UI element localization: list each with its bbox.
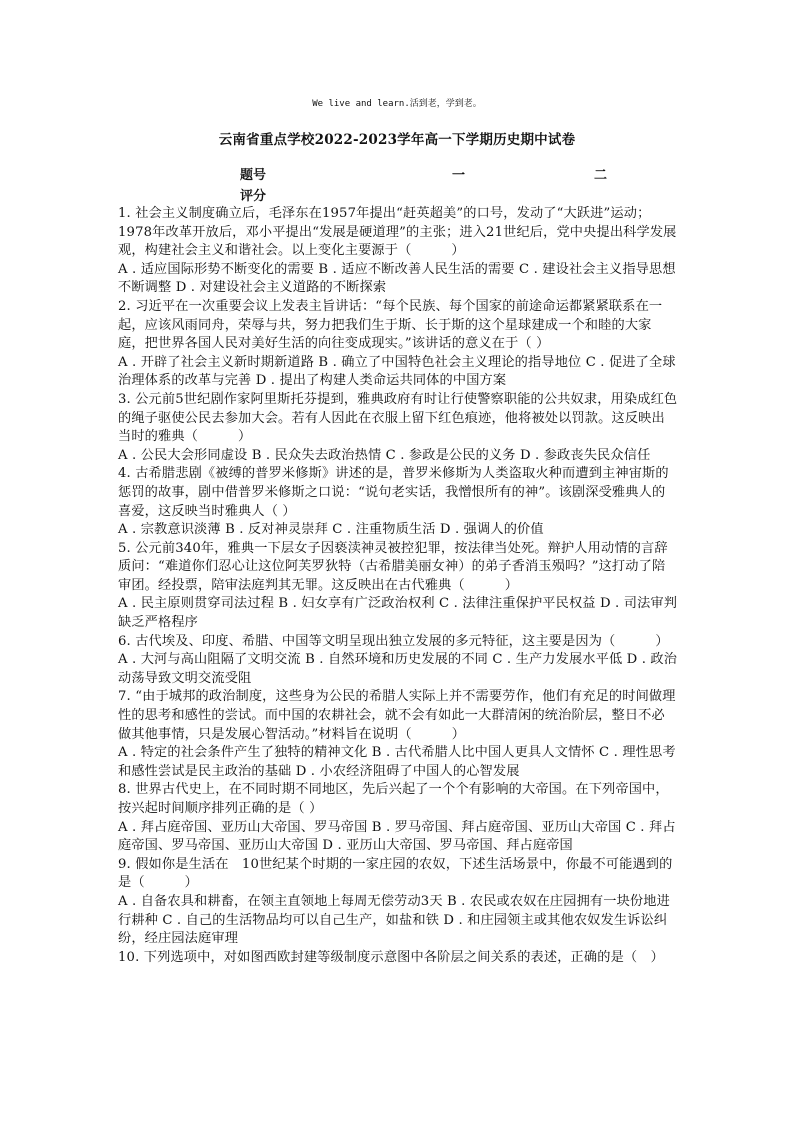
question-10: [118, 949, 678, 968]
header-motto: We live and learn.活到老，学到老。: [312, 99, 482, 109]
question-6: [118, 633, 678, 689]
question-options: A . 拜占庭帝国、亚历山大帝国、罗马帝国 B . 罗马帝国、拜占庭帝国、亚历山大帝国 C . 拜占庭帝国、罗马帝国、亚历山大帝国 D . 亚历山大帝国、罗马帝国、拜占庭帝国: [118, 819, 676, 854]
score-label: 评分: [240, 189, 267, 204]
question-options: A . 民主原则贯穿司法过程 B . 妇女享有广泛政治权利 C . 法律注重保护平民权益 D . 司法审判缺乏严格程序: [118, 596, 678, 631]
question-options: A . 特定的社会条件产生了独特的精神文化 B . 古代希腊人比中国人更具人文情怀 C . 理性思考和感性尝试是民主政治的基础 D . 小农经济阻碍了中国人的心智发展: [118, 745, 676, 779]
question-stem: 4. 古希腊悲剧《被缚的普罗米修斯》讲述的是，普罗米修斯为人类盗取火种而遭到主神宙斯的惩罚的故事，剧中借普罗米修斯之口说：“说句老实话，我憎恨所有的神”。该剧深受雅典人的喜爱，这反映当时雅典人（ ）: [118, 466, 669, 519]
score-header-row: [240, 164, 660, 185]
question-5: [118, 540, 678, 633]
question-stem: 3. 公元前5世纪剧作家阿里斯托芬提到，雅典政府有时让行使警察职能的公共奴隶，用染成红色的绳子驱使公民去参加大会。若有人因此在衣服上留下红色痕迹，他将被处以罚款。这反映出当时的雅典（ ）: [118, 391, 678, 445]
question-stem: 2. 习近平在一次重要会议上发表主旨讲话：“每个民族、每个国家的前途命运都紧紧联系在一起，应该风雨同舟，荣辱与共，努力把我们生于斯、长于斯的这个星球建成一个和睦的大家庭，把世界各国人民对美好生活的向往变成现实。”该讲话的意义在于（ ）: [118, 298, 663, 352]
section-two-label: 二: [594, 168, 608, 183]
question-stem: 6. 古代埃及、印度、希腊、中国等文明呈现出独立发展的多元特征，这主要是因为（ ）: [118, 633, 669, 649]
question-4: [118, 465, 678, 539]
page-title: 云南省重点学校2022-2023学年高一下学期历史期中试卷: [218, 132, 576, 148]
question-stem: 8. 世界古代史上，在不同时期不同地区，先后兴起了一个个有影响的大帝国。在下列帝国中，按兴起时间顺序排列正确的是（ ）: [118, 782, 669, 816]
question-3: [118, 391, 678, 465]
question-options: A . 适应国际形势不断变化的需要 B . 适应不断改善人民生活的需要 C . 建设社会主义指导思想不断调整 D . 对建设社会主义道路的不断探索: [118, 261, 676, 296]
question-8: [118, 781, 678, 855]
question-options: A . 自备农具和耕畜，在领主直领地上每周无偿劳动3天 B . 农民或农奴在庄园拥有一块份地进行耕种 C . 自己的生活物品均可以自己生产，如盐和铁 D . 和庄园领主或其他农奴发生诉讼纠纷，经庄园法庭审理: [118, 893, 670, 947]
question-number-label: 题号: [240, 168, 267, 183]
score-table: [240, 164, 660, 206]
question-stem: 10. 下列选项中，对如图西欧封建等级制度示意图中各阶层之间关系的表述，正确的是（ ）: [118, 949, 664, 965]
question-options: A . 公民大会形同虚设 B . 民众失去政治热情 C . 参政是公民的义务 D . 参政丧失民众信任: [118, 447, 651, 463]
question-7: [118, 688, 678, 781]
question-options: A . 大河与高山阻隔了文明交流 B . 自然环境和历史发展的不同 C . 生产力发展水平低 D . 政治动荡导致文明交流受阻: [118, 652, 678, 686]
question-stem: 7. “由于城邦的政治制度，这些身为公民的希腊人实际上并不需要劳作，他们有充足的时间做理性的思考和感性的尝试。而中国的农耕社会，就不会有如此一大群清闲的统治阶层，整日不必做其他事情，只是发展心智活动。”材料旨在说明（ ）: [118, 689, 676, 742]
question-options: A . 宗教意识淡薄 B . 反对神灵崇拜 C . 注重物质生活 D . 强调人的价值: [118, 522, 544, 538]
question-stem: 5. 公元前340年，雅典一下层女子因亵渎神灵被控犯罪，按法律当处死。辩护人用动情的言辞质问：“难道你们忍心让这位阿芙罗狄特（古希腊美丽女神）的弟子香消玉殒吗？”这打动了陪审团。经投票，陪审法庭判其无罪。这反映出在古代雅典（ ）: [118, 540, 668, 593]
question-stem: 1. 社会主义制度确立后，毛泽东在1957年提出“赶英超美”的口号，发动了“大跃进”运动；1978年改革开放后，邓小平提出“发展是硬道理”的主张；进入21世纪后，党中央提出科学发展观，构建社会主义和谐社会。以上变化主要源于（ ）: [118, 206, 677, 259]
question-9: [118, 856, 678, 949]
section-one-label: 一: [452, 168, 466, 183]
question-stem: 9. 假如你是生活在 10世纪某个时期的一家庄园的农奴，下述生活场景中，你最不可能遇到的是（ ）: [118, 856, 673, 891]
question-1: [118, 205, 678, 298]
question-options: A . 开辟了社会主义新时期新道路 B . 确立了中国特色社会主义理论的指导地位 C . 促进了全球治理体系的改革与完善 D . 提出了构建人类命运共同体的中国方案: [118, 354, 676, 389]
score-value-row: [240, 185, 660, 206]
question-list: [118, 205, 678, 967]
question-2: [118, 298, 678, 391]
